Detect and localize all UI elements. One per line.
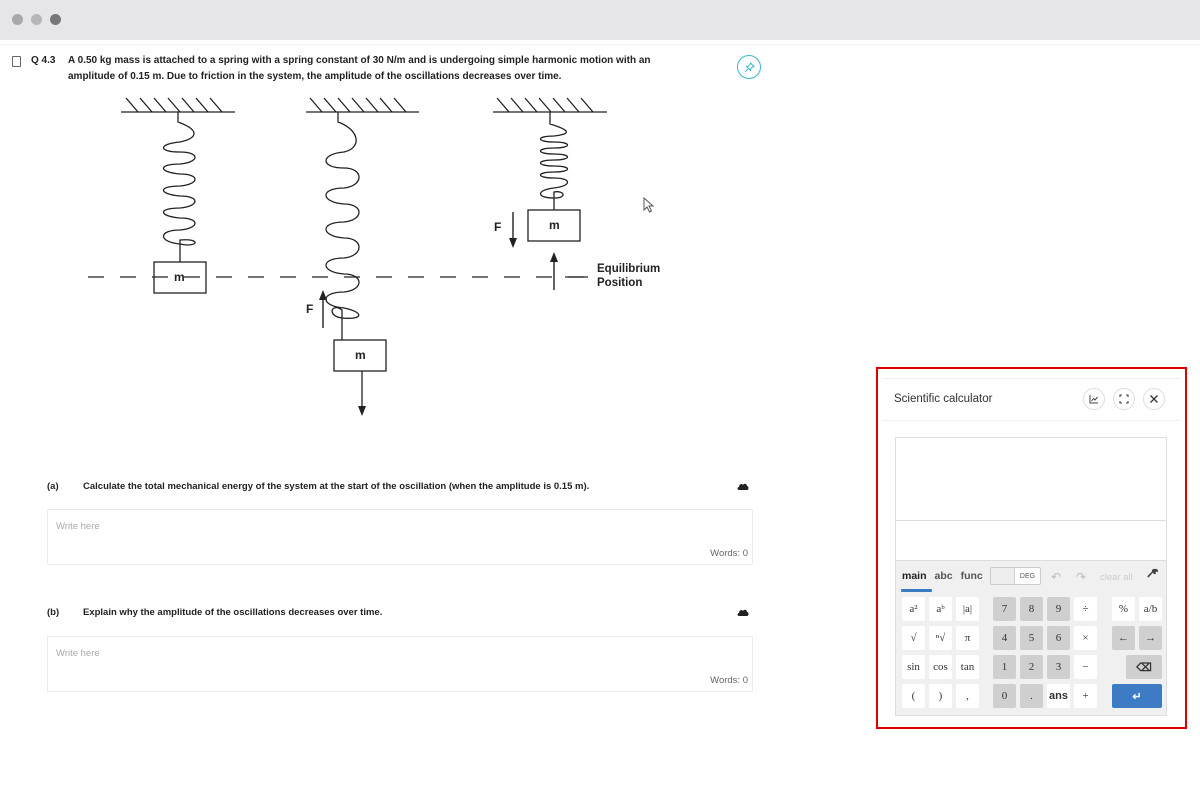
mass-label-1: m — [174, 270, 185, 284]
part-a-placeholder: Write here — [56, 521, 100, 532]
tab-func[interactable]: func — [960, 570, 983, 582]
key-enter[interactable]: ↵ — [1112, 684, 1162, 708]
key-square[interactable]: a² — [902, 597, 925, 621]
key-7[interactable]: 7 — [993, 597, 1016, 621]
cloud-icon[interactable] — [737, 607, 749, 617]
angle-mode-toggle[interactable] — [990, 567, 1041, 585]
part-a-label: (a) — [47, 481, 59, 492]
key-sqrt[interactable]: √ — [902, 626, 925, 650]
force-label-up: F — [306, 302, 314, 316]
key-5[interactable]: 5 — [1020, 626, 1043, 650]
part-b — [47, 607, 753, 697]
part-b-placeholder: Write here — [56, 648, 100, 659]
mass-label-2: m — [355, 348, 366, 362]
window-close-button[interactable] — [12, 14, 23, 25]
key-0[interactable]: 0 — [993, 684, 1016, 708]
display-divider — [896, 520, 1166, 521]
part-a-word-count: Words: 0 — [710, 548, 748, 559]
window-maximize-button[interactable] — [50, 14, 61, 25]
mass-label-3: m — [549, 218, 560, 232]
key-power[interactable]: aᵇ — [929, 597, 952, 621]
active-tab-indicator — [901, 589, 932, 592]
key-divide[interactable]: ÷ — [1074, 597, 1097, 621]
close-icon — [1149, 394, 1159, 404]
pin-button[interactable] — [737, 55, 761, 79]
question-number: Q 4.3 — [31, 55, 56, 66]
part-a-answer-input[interactable] — [47, 509, 753, 565]
calculator-display[interactable] — [895, 437, 1167, 561]
scientific-calculator — [882, 378, 1180, 722]
divider — [0, 44, 1200, 45]
part-a-text: Calculate the total mechanical energy of the system at the start of the oscillation (when the amplitude is 0.15 m). — [83, 481, 590, 492]
force-label-down: F — [494, 220, 502, 234]
key-minus[interactable]: − — [1074, 655, 1097, 679]
key-2[interactable]: 2 — [1020, 655, 1043, 679]
key-backspace[interactable]: ⌫ — [1126, 655, 1162, 679]
key-pi[interactable]: π — [956, 626, 979, 650]
key-6[interactable]: 6 — [1047, 626, 1070, 650]
clear-all-button[interactable]: clear all — [1100, 572, 1133, 583]
cloud-icon[interactable] — [737, 481, 749, 491]
key-4[interactable]: 4 — [993, 626, 1016, 650]
close-calculator-button[interactable] — [1143, 388, 1165, 410]
equilibrium-label-line1: Equilibrium — [597, 263, 661, 275]
calculator-keypad — [895, 561, 1167, 716]
redo-icon[interactable]: ↷ — [1076, 570, 1087, 584]
calculator-title: Scientific calculator — [894, 393, 993, 405]
tab-main[interactable]: main — [902, 570, 927, 582]
divider — [882, 378, 1180, 379]
key-tan[interactable]: tan — [956, 655, 979, 679]
part-b-answer-input[interactable] — [47, 636, 753, 692]
expand-icon — [1119, 394, 1129, 404]
key-decimal[interactable]: . — [1020, 684, 1043, 708]
angle-mode-label: DEG — [1019, 572, 1036, 580]
part-b-word-count: Words: 0 — [710, 675, 748, 686]
key-8[interactable]: 8 — [1020, 597, 1043, 621]
key-plus[interactable]: + — [1074, 684, 1097, 708]
pin-icon — [744, 62, 755, 73]
equilibrium-label-line2: Position — [597, 277, 643, 289]
part-a — [47, 481, 753, 571]
part-b-text: Explain why the amplitude of the oscillations decreases over time. — [83, 607, 383, 618]
calculator-tabs — [902, 570, 983, 586]
key-sin[interactable]: sin — [902, 655, 925, 679]
key-3[interactable]: 3 — [1047, 655, 1070, 679]
toggle-off-side — [991, 568, 1015, 584]
key-ans[interactable]: ans — [1047, 684, 1070, 708]
key-comma[interactable]: , — [956, 684, 979, 708]
spring-diagram-figure — [80, 90, 680, 430]
wrench-icon[interactable] — [1147, 568, 1159, 580]
key-left-arrow[interactable]: ← — [1112, 626, 1135, 650]
undo-icon[interactable]: ↶ — [1051, 570, 1062, 584]
key-abs[interactable]: |a| — [956, 597, 979, 621]
bookmark-icon[interactable] — [12, 56, 21, 67]
expand-button[interactable] — [1113, 388, 1135, 410]
window-minimize-button[interactable] — [31, 14, 42, 25]
question-text: A 0.50 kg mass is attached to a spring with a spring constant of 30 N/m and is undergoing simple harmonic motion with an amplitude of 0.15 m. Due to friction in the system, the amplitude of the oscillations decreases over time. — [68, 55, 651, 82]
key-cos[interactable]: cos — [929, 655, 952, 679]
graph-button[interactable] — [1083, 388, 1105, 410]
divider — [882, 420, 1180, 421]
spring-diagram — [80, 90, 680, 430]
key-fraction[interactable]: a/b — [1139, 597, 1162, 621]
part-b-label: (b) — [47, 607, 60, 618]
tab-abc[interactable]: abc — [934, 570, 953, 582]
key-nth-root[interactable]: ⁿ√ — [929, 626, 952, 650]
graph-icon — [1089, 394, 1099, 404]
key-right-arrow[interactable]: → — [1139, 626, 1162, 650]
key-multiply[interactable]: × — [1074, 626, 1097, 650]
window-titlebar — [0, 0, 1200, 40]
key-open-paren[interactable]: ( — [902, 684, 925, 708]
key-percent[interactable]: % — [1112, 597, 1135, 621]
key-close-paren[interactable]: ) — [929, 684, 952, 708]
mouse-cursor-icon — [643, 197, 655, 213]
key-9[interactable]: 9 — [1047, 597, 1070, 621]
key-1[interactable]: 1 — [993, 655, 1016, 679]
